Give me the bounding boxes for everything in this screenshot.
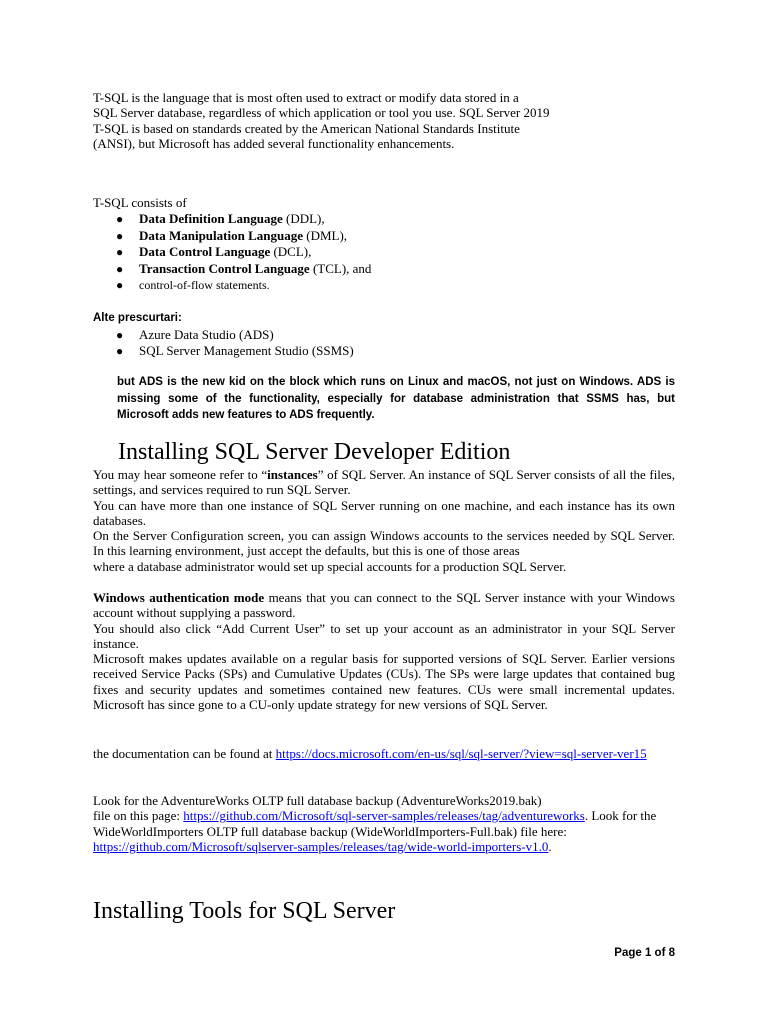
list-item: ● Data Manipulation Language (DML), [116,227,348,243]
section-heading-2: Installing Tools for SQL Server [93,898,396,924]
docs-link[interactable]: https://docs.microsoft.com/en-us/sql/sql-server/?view=sql-server-ver15 [275,746,647,761]
aw-line-2: file on this page: https://github.com/Microsoft/sql-server-samples/releases/tag/adventureworks. Look for the WideWorldImporters OLTP full database backup (WideWorldImporters-Full.bak) file here: [93,808,657,839]
bullet-icon: ● [116,212,124,227]
config-paragraph: On the Server Configuration screen, you can assign Windows accounts to the services needed by SQL Server. In this learning environment, just accept the defaults, but this is one of those areas [93,528,675,559]
list-item: ● Data Control Language (DCL), [116,244,312,260]
tsql-lead: T-SQL consists of [93,195,187,210]
doc-paragraph: the documentation can be found at https://docs.microsoft.com/en-us/sql/sql-server/?view=sql-server-ver15 [93,746,647,761]
auth-paragraph: Windows authentication mode means that you can connect to the SQL Server instance with your Windows account without supplying a password. [93,590,675,621]
wide-world-importers-link[interactable]: https://github.com/Microsoft/sqlserver-samples/releases/tag/wide-world-importers-v1.0 [93,838,549,854]
alte-section [93,310,675,360]
page-number: Page 1 of 8 [614,947,675,959]
auth-section [93,590,675,712]
alte-label: Alte prescurtari: [93,312,182,324]
bullet-icon: ● [116,261,124,276]
aw-line: Look for the AdventureWorks OLTP full database backup (AdventureWorks2019.bak) [93,793,542,808]
intro-line: T-SQL is based on standards created by the American National Standards Institute [93,120,520,136]
dba-paragraph: where a database administrator would set up special accounts for a production SQL Server. [93,558,567,574]
bullet-icon: ● [116,245,124,260]
instances-paragraph: You may hear someone refer to “instances” of SQL Server. An instance of SQL Server consists of all the files, settings, and services required to run SQL Server. [93,467,675,498]
list-item: ● SQL Server Management Studio (SSMS) [116,343,354,358]
intro-paragraph [93,90,675,151]
intro-line: (ANSI), but Microsoft has added several functionality enhancements. [93,135,455,151]
list-item: ● Data Definition Language (DDL), [116,211,325,227]
tsql-section [93,195,675,294]
section1-body [93,467,675,574]
samples-paragraph [93,793,675,854]
bullet-icon: ● [116,327,124,342]
tsql-list [93,211,675,294]
adventureworks-link[interactable]: https://github.com/Microsoft/sql-server-samples/releases/tag/adventureworks [183,808,585,824]
section-heading: Installing SQL Server Developer Edition [118,439,511,465]
add-user-paragraph: You should also click “Add Current User” to set up your account as an administrator in your SQL Server instance. [93,620,675,651]
list-item: ● Azure Data Studio (ADS) [116,326,274,342]
bullet-icon: ● [116,228,124,243]
intro-line: SQL Server database, regardless of which application or tool you use. SQL Server 2019 [93,105,550,121]
bullet-icon: ● [116,344,124,358]
ww-line: https://github.com/Microsoft/sqlserver-samples/releases/tag/wide-world-importers-v1.0. [93,838,552,854]
alte-list [93,327,675,360]
list-item: ● Transaction Control Language (TCL), and [116,260,372,276]
intro-line: T-SQL is the language that is most often used to extract or modify data stored in a [93,90,519,105]
multi-instance-paragraph: You can have more than one instance of SQL Server running on one machine, and each instance has its own databases. [93,497,675,528]
bullet-icon: ● [116,278,124,293]
ads-note: but ADS is the new kid on the block which runs on Linux and macOS, not just on Windows. ADS is missing some of the functionality, especially for database administration that SSMS has, but Microsoft adds new features to ADS frequently. [117,376,675,421]
updates-paragraph: Microsoft makes updates available on a regular basis for supported versions of SQL Server. Earlier versions received Service Packs (SPs) and Cumulative Updates (CUs). The SPs were large updates that contained bug fixes and security updates and sometimes contained new features. CUs were small incremental updates. Microsoft has since gone to a CU-only update strategy for new versions of SQL Server. [93,651,675,713]
list-item: ● control-of-flow statements. [116,278,270,293]
